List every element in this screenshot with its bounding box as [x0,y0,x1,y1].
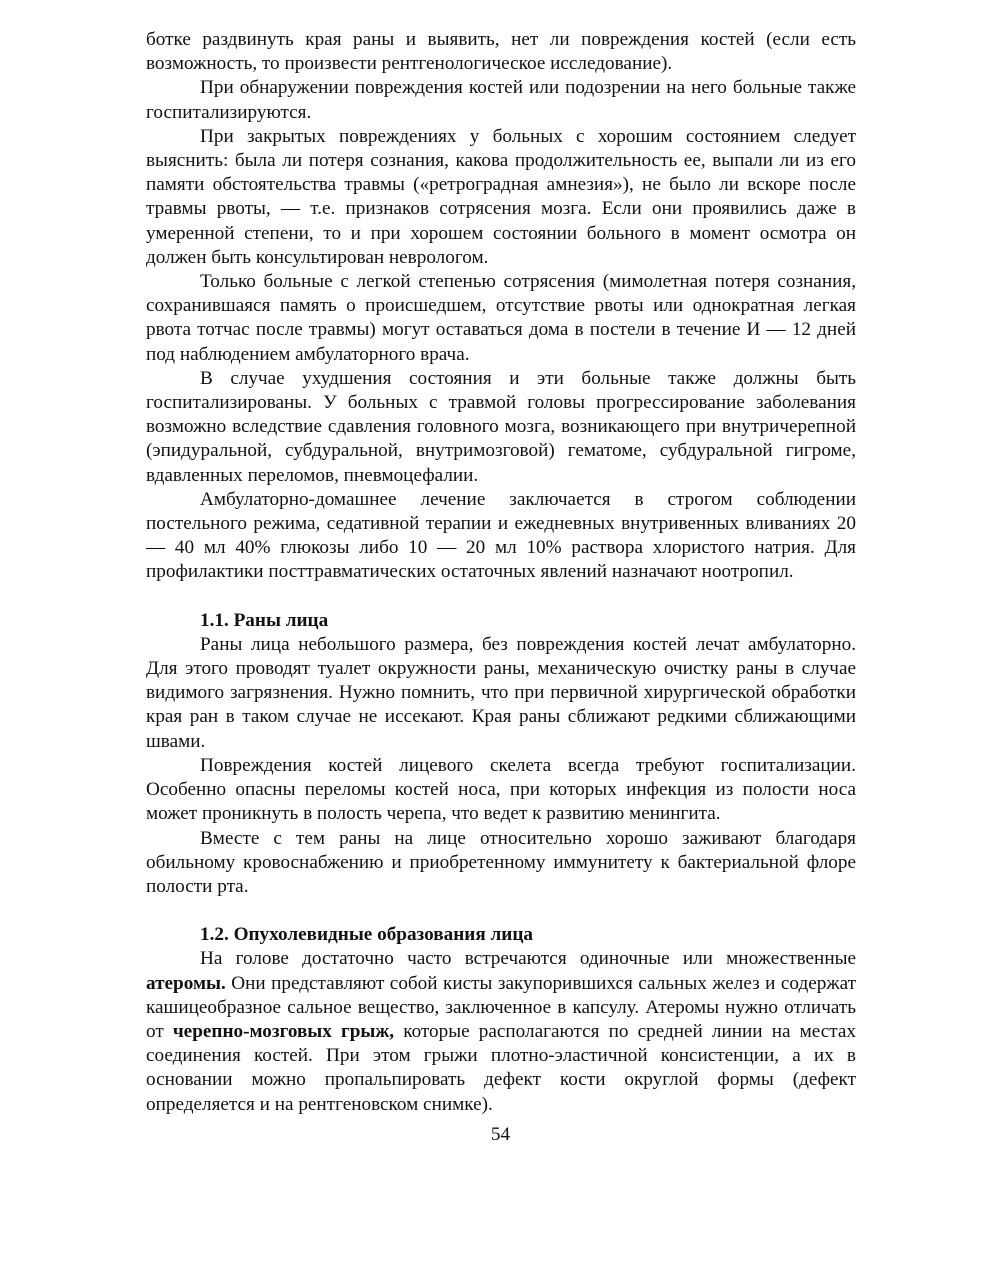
text-run: На голове достаточно часто встречаются одиночные или множественные [200,948,856,970]
paragraph: Раны лица небольшого размера, без повреждения костей лечат амбулаторно. Для этого проводят туалет окружности раны, механическую очистку раны в случае видимого загрязнения. Нужно помнить, что при первичной хирургической обработки края ран в таком случае не иссекают. Края раны сближают редкими сближающими швами. [146,633,856,752]
paragraph: В случае ухудшения состояния и эти больные также должны быть госпитализированы. У больных с травмой головы прогрессирование заболевания возможно вследствие сдавления головного мозга, возникающего при внутричерепной (эпидуральной, субдуральной, внутримозговой) гематоме, субдуральной гигроме, вдавленных переломов, пневмоцефалии. [146,367,856,486]
term-atheromas: атеромы. [146,972,226,994]
paragraph: При закрытых повреждениях у больных с хорошим состоянием следует выяснить: была ли потеря сознания, какова продолжительность ее, выпали ли из его памяти обстоятельства травмы («ретроградная амнезия»), не было ли вскоре после травмы рвоты, — т.е. признаков сотрясения мозга. Если они проявились даже в умеренной степени, то и при хорошем состоянии больного в момент осмотра он должен быть консультирован неврологом. [146,125,856,268]
paragraph: Вместе с тем раны на лице относительно хорошо заживают благодаря обильному кровоснабжению и приобретенному иммунитету к бактериальной флоре полости рта. [146,827,856,897]
text-run: которые располагаются по средней линии на местах соединения костей. При этом грыжи плотно-эластичной консистенции, а их в основании можно пропальпировать дефект кости округлой формы (дефект определяется и на рентгеновском снимке). [146,1020,856,1115]
paragraph: Амбулаторно-домашнее лечение заключается в строгом соблюдении постельного режима, седативной терапии и ежедневных внутривенных вливаниях 20 — 40 мл 40% глюкозы либо 10 — 20 мл 10% раствора хлористого натрия. Для профилактики посттравматических остаточных явлений назначают ноотропил. [146,488,856,583]
page-number: 54 [490,1124,511,1145]
paragraph: При обнаружении повреждения костей или подозрении на него больные также госпитализируются. [146,77,856,123]
section-heading-1-2: 1.2. Опухолевидные образования лица [200,924,533,946]
paragraph: ботке раздвинуть края раны и выявить, нет ли повреждения костей (если есть возможность, то произвести рентгенологическое исследование). [146,29,856,75]
text-run: Они представляют собой кисты закупорившихся сальных желез и содержат кашицеобразное сальное вещество, заключенное в капсулу. Атеромы нужно отличать от [146,972,856,1042]
section-spacer [146,899,856,923]
section-spacer [146,585,856,609]
paragraph: Повреждения костей лицевого скелета всегда требуют госпитализации. Особенно опасны переломы костей носа, при которых инфекция из полости носа может проникнуть в полость черепа, что ведет к развитию менингита. [146,754,856,825]
paragraph: Только больные с легкой степенью сотрясения (мимолетная потеря сознания, сохранившаяся память о происшедшем, отсутствие рвоты или однократная легкая рвота тотчас после травмы) могут оставаться дома в постели в течение И — 12 дней под наблюдением амбулаторного врача. [146,271,856,365]
term-cranial-hernias: черепно-мозговых грыж, [172,1020,395,1042]
paragraph-atheromas [146,947,856,1116]
section-heading-1-1: 1.1. Раны лица [200,609,329,631]
page-body [146,28,856,1117]
